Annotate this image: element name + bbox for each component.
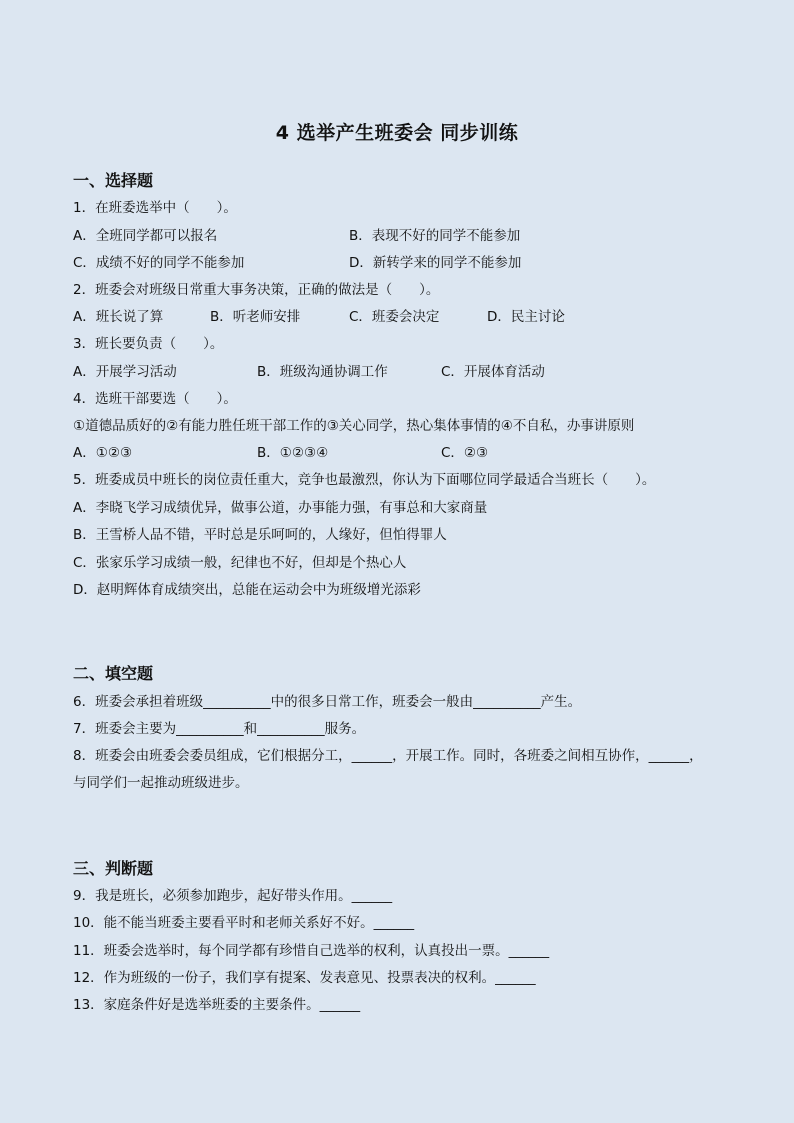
question-13: 13．家庭条件好是选举班委的主要条件。______ xyxy=(73,997,361,1013)
question-1-option-c: C．成绩不好的同学不能参加 xyxy=(73,255,245,271)
question-8-line-1: 8．班委会由班委会委员组成，它们根据分工，______，开展工作。同时，各班委之间相互协作，______， xyxy=(73,748,703,764)
section-heading-choice: 一、选择题 xyxy=(73,171,154,190)
question-4-stem: 4．选班干部要选（ ）。 xyxy=(73,391,237,407)
question-5-option-c: C．张家乐学习成绩一般，纪律也不好，但却是个热心人 xyxy=(73,555,407,571)
question-2-option-b: B．听老师安排 xyxy=(210,309,301,325)
question-6: 6．班委会承担着班级__________中的很多日常工作，班委会一般由__________产生。 xyxy=(73,694,582,710)
section-heading-judge: 三、判断题 xyxy=(73,859,154,878)
question-1-stem: 1．在班委选举中（ ）。 xyxy=(73,200,237,216)
question-3-option-c: C．开展体育活动 xyxy=(441,364,545,380)
question-4-option-c: C．②③ xyxy=(441,445,489,461)
question-10: 10．能不能当班委主要看平时和老师关系好不好。______ xyxy=(73,915,415,931)
question-5-option-a: A．李晓飞学习成绩优异，做事公道，办事能力强，有事总和大家商量 xyxy=(73,500,488,516)
question-9: 9．我是班长，必须参加跑步，起好带头作用。______ xyxy=(73,888,393,904)
question-1-option-a: A．全班同学都可以报名 xyxy=(73,228,218,244)
page-title: 4 选举产生班委会 同步训练 xyxy=(275,122,519,144)
question-2-option-c: C．班委会决定 xyxy=(349,309,440,325)
question-8-line-2: 与同学们一起推动班级进步。 xyxy=(73,775,249,791)
question-2-option-d: D．民主讨论 xyxy=(487,309,565,325)
question-3-stem: 3．班长要负责（ ）。 xyxy=(73,336,224,352)
question-2-option-a: A．班长说了算 xyxy=(73,309,164,325)
question-12: 12．作为班级的一份子，我们享有提案、发表意见、投票表决的权利。______ xyxy=(73,970,536,986)
question-5-stem: 5．班委成员中班长的岗位责任重大，竞争也最激烈，你认为下面哪位同学最适合当班长（ ）。 xyxy=(73,472,656,488)
question-5-option-d: D．赵明辉体育成绩突出，总能在运动会中为班级增光添彩 xyxy=(73,582,421,598)
question-4-option-a: A．①②③ xyxy=(73,445,133,461)
question-3-option-a: A．开展学习活动 xyxy=(73,364,177,380)
question-11: 11．班委会选举时，每个同学都有珍惜自己选举的权利，认真投出一票。______ xyxy=(73,943,550,959)
question-2-stem: 2．班委会对班级日常重大事务决策，正确的做法是（ ）。 xyxy=(73,282,440,298)
section-heading-fill: 二、填空题 xyxy=(73,664,154,683)
question-7: 7．班委会主要为__________和__________服务。 xyxy=(73,721,366,737)
question-3-option-b: B．班级沟通协调工作 xyxy=(257,364,388,380)
question-4-statements: ①道德品质好的②有能力胜任班干部工作的③关心同学，热心集体事情的④不自私，办事讲原则 xyxy=(73,418,635,434)
question-1-option-d: D．新转学来的同学不能参加 xyxy=(349,255,522,271)
question-4-option-b: B．①②③④ xyxy=(257,445,329,461)
question-5-option-b: B．王雪桥人品不错，平时总是乐呵呵的，人缘好，但怕得罪人 xyxy=(73,527,447,543)
question-1-option-b: B．表现不好的同学不能参加 xyxy=(349,228,521,244)
